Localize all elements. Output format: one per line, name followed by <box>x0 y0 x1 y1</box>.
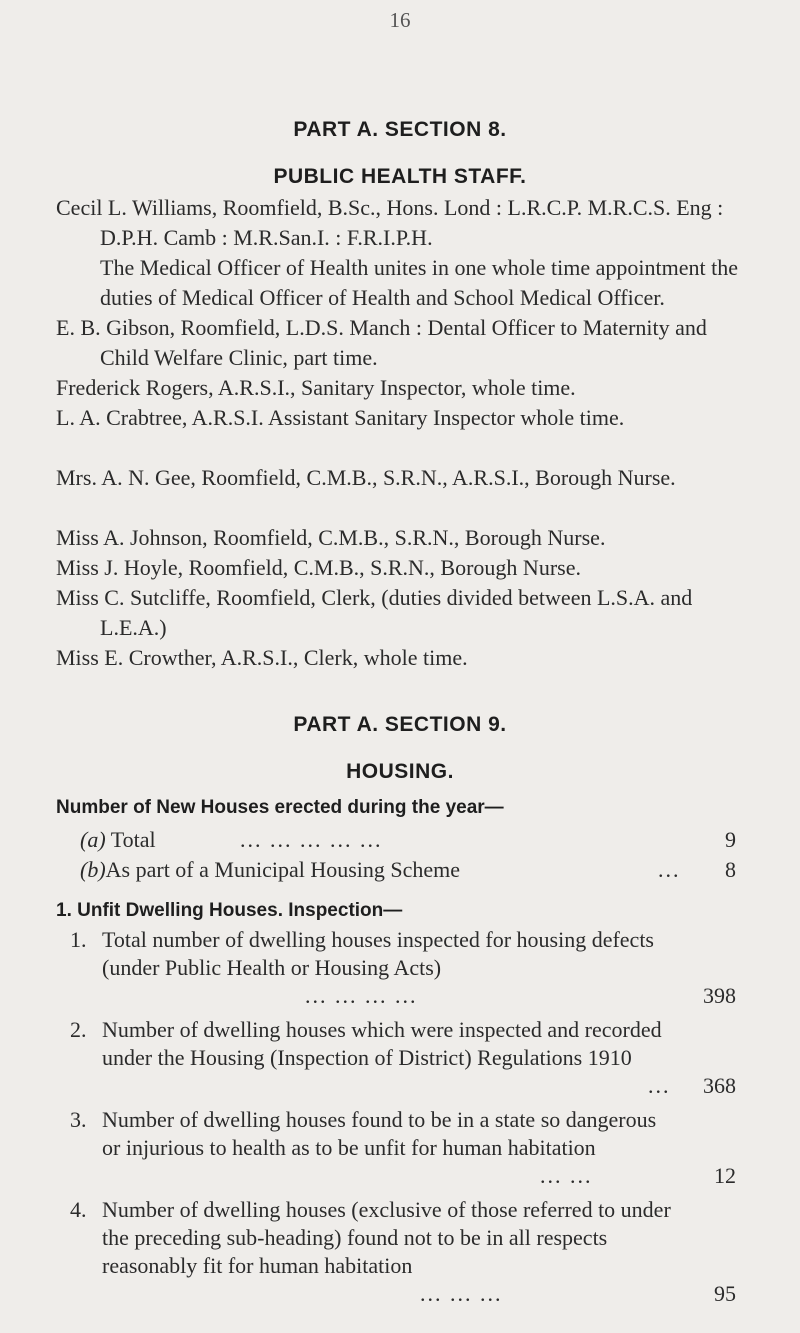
leader-dots: ... ... ... <box>420 1281 503 1306</box>
item-value: 398 <box>703 983 736 1008</box>
item-text: Number of dwelling houses which were inspected and recorded under the Housing (Inspection of District) Regulations 1910 <box>102 1017 662 1070</box>
item-number: 4. <box>70 1197 87 1222</box>
section8-part-heading: PART A. SECTION 8. <box>293 118 507 141</box>
staff-note: The Medical Officer of Health unites in one whole time appointment the duties of Medical Officer of Health and School Medical Officer. <box>100 255 739 310</box>
staff-entry: Frederick Rogers, A.R.S.I., Sanitary Inspector, whole time. <box>56 375 576 400</box>
staff-entry: Cecil L. Williams, Roomfield, B.Sc., Hons. Lond : L.R.C.P. M.R.C.S. Eng : D.P.H. Camb : M.R.San.I. : F.R.I.P.H. <box>56 195 724 250</box>
item-number: 3. <box>70 1107 87 1132</box>
new-houses-label: (a) Total <box>80 827 156 852</box>
section8-title: PUBLIC HEALTH STAFF. <box>273 165 527 188</box>
item-text: Number of dwelling houses found to be in a state so dangerous or injurious to health as to be unfit for human habitation <box>102 1107 657 1160</box>
staff-entry: Miss C. Sutcliffe, Roomfield, Clerk, (duties divided between L.S.A. and L.E.A.) <box>56 585 693 640</box>
staff-entry: Miss A. Johnson, Roomfield, C.M.B., S.R.N., Borough Nurse. <box>56 525 606 550</box>
new-houses-row <box>0 855 800 885</box>
item-value: 95 <box>714 1281 736 1306</box>
new-houses-label: (b)As part of a Municipal Housing Scheme <box>80 857 461 882</box>
section9-title: HOUSING. <box>346 760 454 783</box>
new-houses-value: 9 <box>725 827 736 852</box>
staff-entry: Mrs. A. N. Gee, Roomfield, C.M.B., S.R.N., A.R.S.I., Borough Nurse. <box>56 465 676 490</box>
new-houses-heading: Number of New Houses erected during the year— <box>56 797 504 818</box>
unfit-heading: 1. Unfit Dwelling Houses. Inspection— <box>56 900 403 921</box>
item-value: 368 <box>703 1073 736 1098</box>
leader-dots: ... ... ... ... <box>305 983 418 1008</box>
section9-part-heading: PART A. SECTION 9. <box>293 713 507 736</box>
leader-dots: ... ... ... ... ... <box>240 827 383 852</box>
staff-entry: L. A. Crabtree, A.R.S.I. Assistant Sanitary Inspector whole time. <box>56 405 625 430</box>
staff-entry: Miss J. Hoyle, Roomfield, C.M.B., S.R.N., Borough Nurse. <box>56 555 581 580</box>
item-number: 2. <box>70 1017 87 1042</box>
item-value: 12 <box>714 1163 736 1188</box>
item-text: Total number of dwelling houses inspected for housing defects (under Public Health or Housing Acts) <box>102 927 654 980</box>
new-houses-value: 8 <box>725 857 736 882</box>
staff-entry: Miss E. Crowther, A.R.S.I., Clerk, whole time. <box>56 645 468 670</box>
item-text: Number of dwelling houses (exclusive of those referred to under the preceding sub-heading) found not to be in all respects reasonably fit for human habitation <box>102 1197 671 1278</box>
page-number: 16 <box>389 8 411 32</box>
leader-dots: ... <box>658 857 681 882</box>
item-number: 1. <box>70 927 87 952</box>
staff-entry: E. B. Gibson, Roomfield, L.D.S. Manch : Dental Officer to Maternity and Child Welfare Clinic, part time. <box>56 315 707 370</box>
new-houses-row <box>0 825 800 855</box>
leader-dots: ... <box>648 1073 671 1098</box>
leader-dots: ... ... <box>540 1163 593 1188</box>
